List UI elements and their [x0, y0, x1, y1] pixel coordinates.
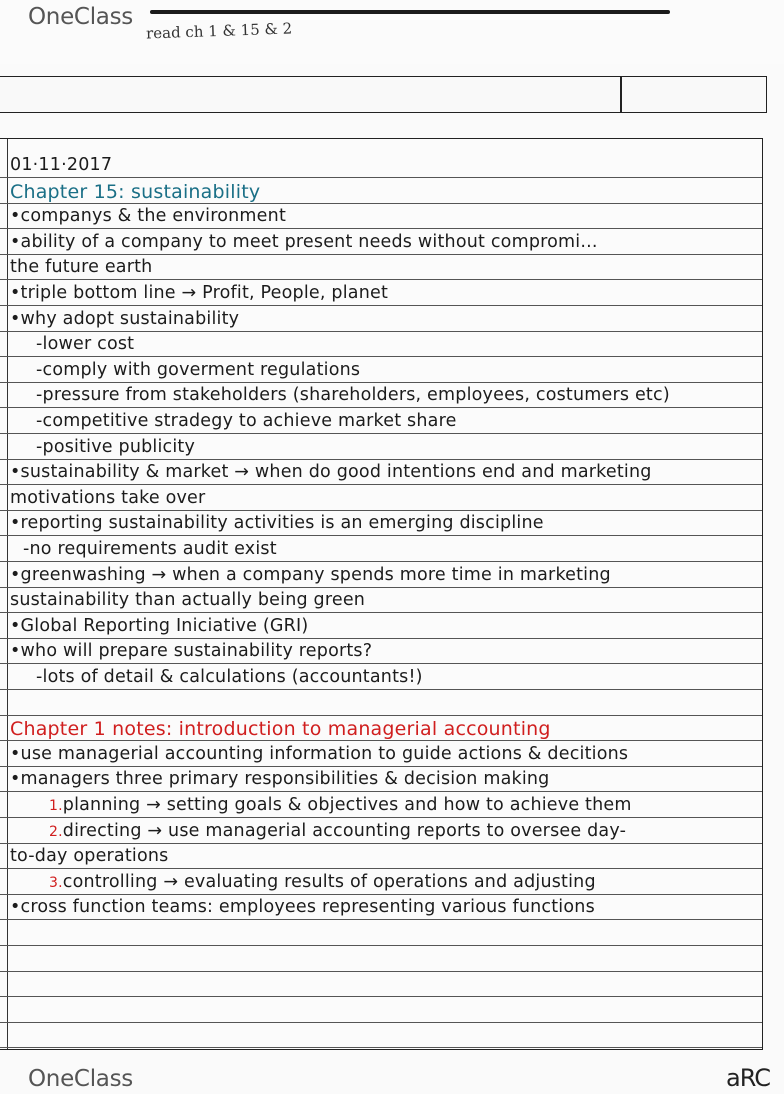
- note-line: [10, 309, 239, 329]
- oneclass-logo-top: OneClass: [28, 4, 133, 30]
- step-number: 2.: [49, 823, 63, 840]
- note-line: [10, 590, 365, 610]
- ruled-line: [0, 433, 762, 434]
- ruled-line: [0, 203, 762, 204]
- ruled-line: [0, 561, 762, 562]
- oneclass-logo-bottom: OneClass: [28, 1066, 133, 1092]
- ruled-line: [0, 587, 762, 588]
- ruled-line: [0, 894, 762, 895]
- ruled-line: [0, 1047, 762, 1048]
- note-line: [10, 769, 550, 789]
- chapter-heading: [10, 181, 260, 203]
- note-line: [10, 257, 152, 277]
- step-number: 1.: [49, 798, 63, 814]
- note-line: [36, 667, 423, 687]
- note-line: [10, 846, 169, 866]
- note-line: [10, 488, 205, 508]
- note-line: [10, 641, 372, 661]
- ruled-line: [0, 740, 762, 741]
- ruled-line: [0, 535, 762, 536]
- ruled-line: [0, 868, 762, 869]
- header-ink-line: [150, 10, 670, 14]
- note-text: -no requirements audit exist: [23, 539, 277, 559]
- note-text: •who will prepare sustainability reports?: [10, 641, 373, 662]
- note-text: Chapter 1 notes: introduction to managerial accounting: [10, 718, 551, 741]
- note-text: •ability of a company to meet present needs without compromi...: [10, 231, 598, 252]
- ruled-line: [0, 971, 762, 972]
- note-text: •reporting sustainability activities is an emerging discipline: [10, 513, 544, 534]
- note-text: •sustainability & market → when do good intentions end and marketing: [10, 462, 652, 483]
- ruled-line: [0, 279, 762, 280]
- note-text: -lower cost: [36, 334, 135, 355]
- ruled-line: [0, 177, 762, 178]
- ruled-line: [0, 459, 762, 460]
- ruled-line: [0, 612, 762, 613]
- ruled-line: [0, 356, 762, 357]
- chapter-heading: [10, 718, 551, 740]
- ruled-line: [0, 843, 762, 844]
- ruled-line: [0, 996, 762, 997]
- ruled-line: [0, 945, 762, 946]
- note-text: •greenwashing → when a company spends more time in marketing: [10, 564, 611, 585]
- top-handwritten-note: read ch 1 & 15 & 2: [145, 19, 293, 43]
- ruled-line: [0, 715, 762, 716]
- header-box-divider: [620, 77, 622, 112]
- margin-line: [7, 139, 8, 1049]
- note-line: [10, 206, 286, 226]
- ruled-line: [0, 817, 762, 818]
- ruled-line: [0, 254, 762, 255]
- note-line: [10, 283, 388, 303]
- note-text: •cross function teams: employees representing various functions: [10, 897, 595, 918]
- ruled-line: [0, 228, 762, 229]
- note-line: [10, 462, 652, 482]
- note-line: [36, 437, 195, 457]
- ruled-line: [0, 407, 762, 408]
- note-line: [36, 385, 670, 405]
- note-text: •why adopt sustainability: [10, 308, 240, 329]
- ruled-line: [0, 1022, 762, 1023]
- note-line: [36, 360, 360, 380]
- notebook-page: [0, 138, 763, 1050]
- ruled-line: [0, 331, 762, 332]
- note-line: [49, 872, 596, 892]
- note-text: -competitive stradegy to achieve market share: [36, 411, 457, 431]
- note-text: •managers three primary responsibilities & decision making: [10, 769, 550, 790]
- ruled-line: [0, 638, 762, 639]
- ruled-line: [0, 791, 762, 792]
- note-text: •companys & the environment: [10, 206, 287, 227]
- note-text: sustainability than actually being green: [10, 590, 366, 611]
- note-line: [36, 411, 457, 431]
- note-line: [10, 897, 595, 917]
- ruled-line: [0, 689, 762, 690]
- ruled-line: [0, 382, 762, 383]
- note-line: [10, 513, 544, 533]
- ruled-line: [0, 484, 762, 485]
- note-text: Chapter 15: sustainability: [10, 180, 261, 203]
- ruled-line: [0, 510, 762, 511]
- ruled-line: [0, 663, 762, 664]
- note-line: [10, 616, 308, 636]
- note-line: [36, 334, 134, 354]
- note-line: [23, 539, 277, 559]
- note-text: planning → setting goals & objectives and how to achieve them: [62, 795, 632, 815]
- ruled-line: [0, 305, 762, 306]
- note-text: •Global Reporting Iniciative (GRI): [10, 615, 309, 636]
- note-text: directing → use managerial accounting reports to oversee day-: [62, 820, 627, 841]
- note-text: -pressure from stakeholders (shareholders, employees, costumers etc): [36, 385, 670, 406]
- note-line: [49, 821, 626, 841]
- note-line: [10, 565, 611, 585]
- header-box: [0, 76, 767, 113]
- note-text: -comply with goverment regulations: [36, 359, 361, 380]
- note-line: [10, 232, 598, 252]
- note-text: •triple bottom line → Profit, People, planet: [10, 283, 389, 303]
- note-line: [10, 744, 628, 764]
- note-text: controlling → evaluating results of operations and adjusting: [62, 871, 596, 892]
- ruled-line: [0, 919, 762, 920]
- note-line: [49, 795, 632, 815]
- note-text: -lots of detail & calculations (accountants!): [36, 667, 423, 687]
- ruled-line: [0, 766, 762, 767]
- corner-mark: aRC: [726, 1064, 770, 1092]
- step-number: 3.: [49, 874, 63, 891]
- note-text: the future earth: [10, 257, 153, 278]
- note-text: •use managerial accounting information to guide actions & decitions: [10, 743, 629, 764]
- note-text: -positive publicity: [36, 436, 196, 457]
- note-date: 01·11·2017: [10, 155, 113, 175]
- note-text: to-day operations: [10, 846, 169, 867]
- note-text: motivations take over: [10, 487, 206, 508]
